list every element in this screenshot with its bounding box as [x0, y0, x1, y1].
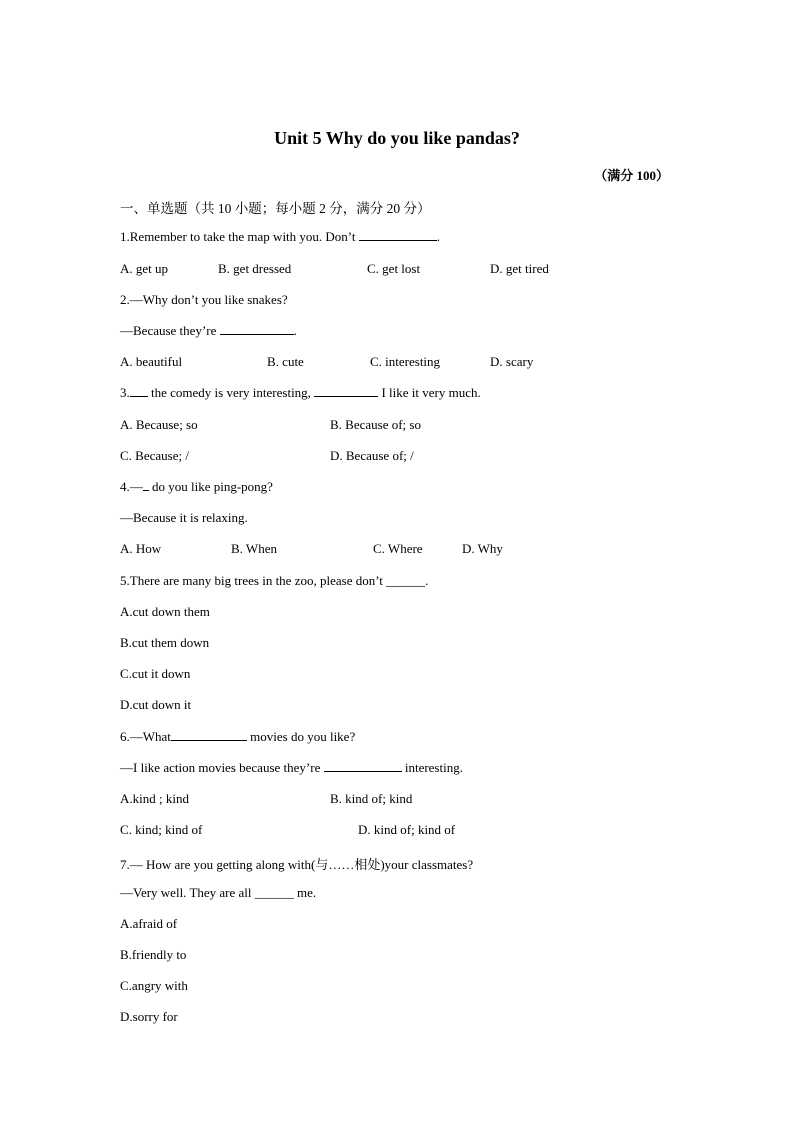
question-4-stem [120, 479, 273, 495]
q4-option-c: C. Where [373, 541, 423, 556]
question-4-answer-line: —Because it is relaxing. [120, 510, 248, 525]
answer-blank [220, 323, 294, 335]
full-score: （满分 100） [594, 168, 669, 183]
question-4-text: do you like ping-pong? [148, 479, 273, 494]
answer-blank [130, 385, 148, 397]
q7-option-d: D.sorry for [120, 1009, 178, 1024]
q7-option-c: C.angry with [120, 978, 188, 993]
q2-option-b: B. cute [267, 354, 304, 369]
q6-option-a: A.kind ; kind [120, 791, 189, 806]
q1-option-d: D. get tired [490, 261, 549, 276]
q6-option-c: C. kind; kind of [120, 822, 203, 837]
question-3-text: the comedy is very interesting, [147, 385, 315, 400]
q6-option-d: D. kind of; kind of [358, 822, 456, 837]
page-title: Unit 5 Why do you like pandas? [274, 128, 520, 148]
question-3-number: 3. [120, 385, 130, 400]
question-6-answer-text: —I like action movies because they’re [120, 760, 324, 775]
q6-option-b: B. kind of; kind [330, 791, 413, 806]
q2-option-c: C. interesting [370, 354, 441, 369]
question-3-text-end: I like it very much. [378, 385, 481, 400]
q1-option-b: B. get dressed [218, 261, 292, 276]
question-6-text: 6.—What [120, 729, 171, 744]
section-heading: 一、单选题（共 10 小题；每小题 2 分，满分 20 分） [120, 201, 431, 216]
q3-option-b: B. Because of; so [330, 417, 421, 432]
q5-option-d: D.cut down it [120, 697, 192, 712]
q5-option-b: B.cut them down [120, 635, 210, 650]
question-6-answer-line [120, 760, 463, 776]
question-4-number: 4.— [120, 479, 143, 494]
question-5-stem: 5.There are many big trees in the zoo, please don’t ______. [120, 573, 429, 588]
question-6-stem [120, 729, 355, 745]
q7-option-a: A.afraid of [120, 916, 178, 931]
question-7-stem: 7.— How are you getting along with(与……相处)your classmates? [120, 857, 474, 872]
question-2-answer-line [120, 323, 297, 339]
question-6-text-end: movies do you like? [246, 729, 356, 744]
q1-option-c: C. get lost [367, 261, 421, 276]
q4-option-a: A. How [120, 541, 162, 556]
answer-blank [314, 385, 378, 397]
question-1-stem [120, 229, 440, 245]
answer-blank [359, 229, 437, 241]
question-2-end: . [293, 323, 297, 338]
q3-option-d: D. Because of; / [330, 448, 414, 463]
question-1-text: 1.Remember to take the map with you. Don’t [120, 229, 359, 244]
answer-blank [171, 729, 247, 741]
q2-option-d: D. scary [490, 354, 534, 369]
q5-option-c: C.cut it down [120, 666, 191, 681]
question-3-stem [120, 385, 481, 401]
question-6-answer-end: interesting. [401, 760, 463, 775]
question-2-stem: 2.—Why don’t you like snakes? [120, 292, 288, 307]
question-2-text: —Because they’re [120, 323, 220, 338]
answer-blank [324, 760, 402, 772]
q2-option-a: A. beautiful [120, 354, 183, 369]
q3-option-a: A. Because; so [120, 417, 198, 432]
q4-option-d: D. Why [462, 541, 503, 556]
q1-option-a: A. get up [120, 261, 169, 276]
question-7-answer-line: —Very well. They are all ______ me. [120, 885, 317, 900]
q5-option-a: A.cut down them [120, 604, 210, 619]
q4-option-b: B. When [231, 541, 277, 556]
q7-option-b: B.friendly to [120, 947, 187, 962]
question-1-end: . [436, 229, 441, 244]
q3-option-c: C. Because; / [120, 448, 189, 463]
